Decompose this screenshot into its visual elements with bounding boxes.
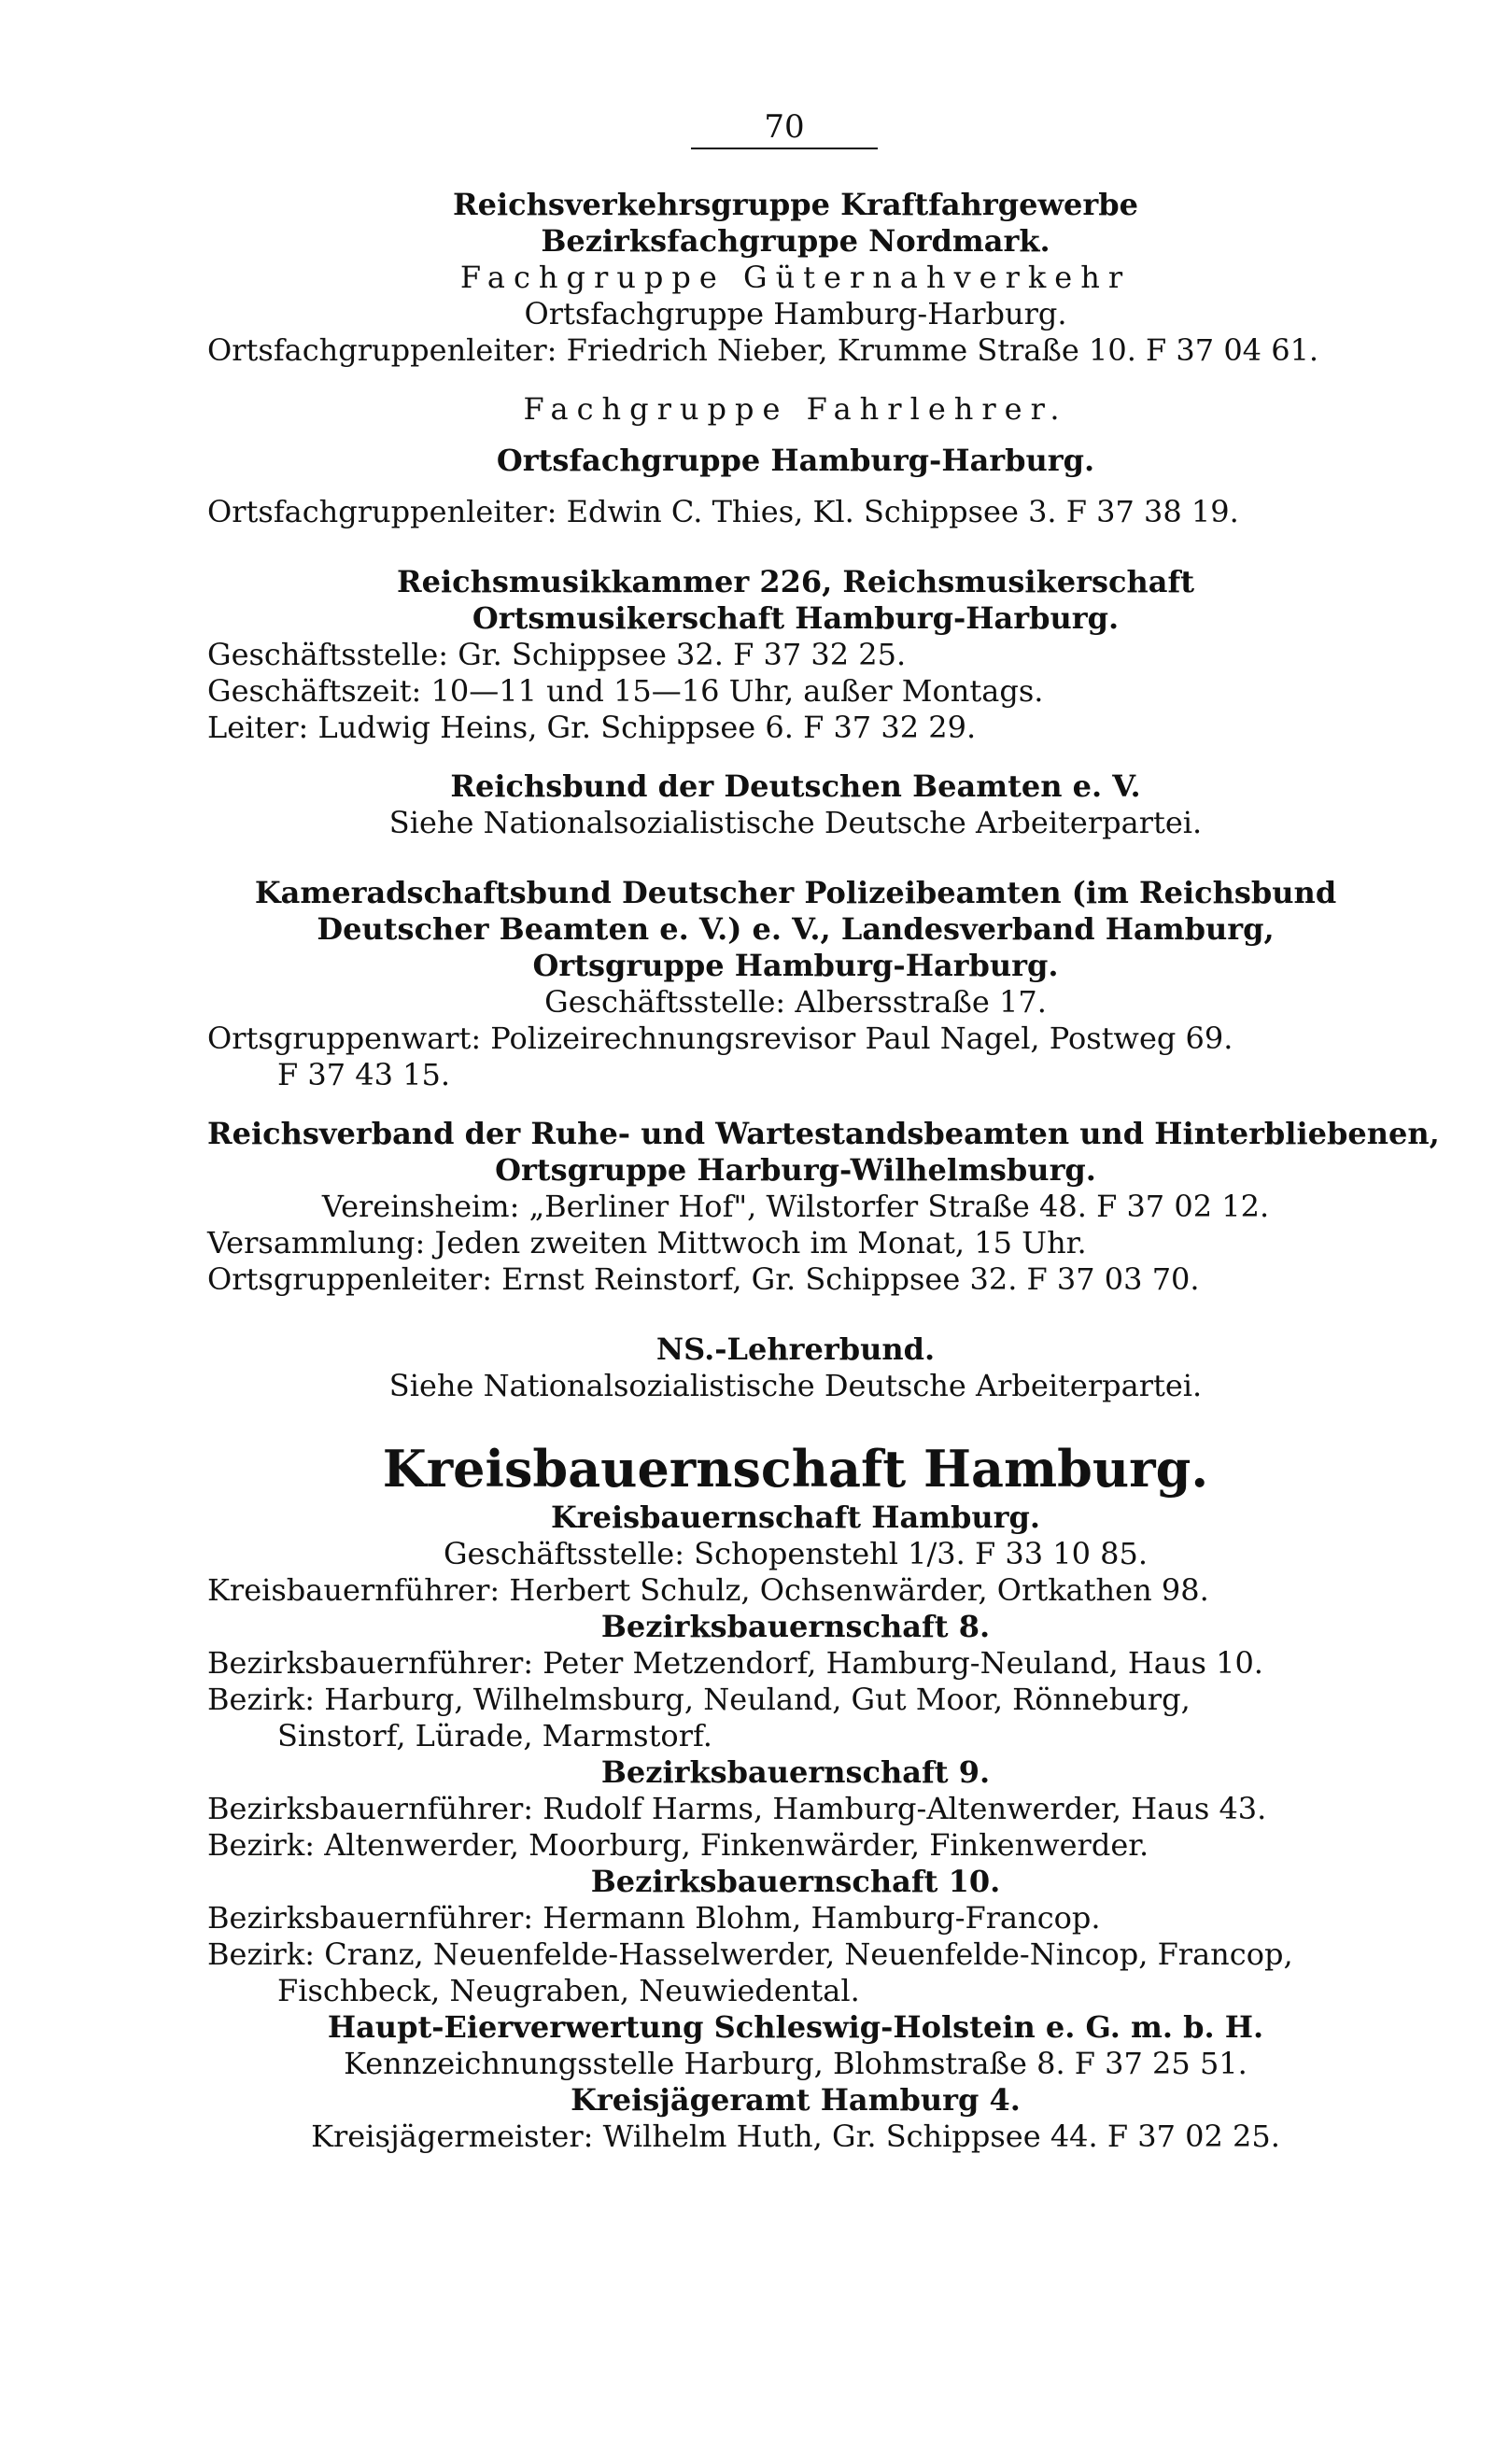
heading: NS.-Lehrerbund. xyxy=(655,1331,936,1367)
section-fahrlehrer xyxy=(207,391,1384,530)
text-line: Kennzeichnungsstelle Harburg, Blohmstraße 8. F 37 25 51. xyxy=(344,2046,1247,2081)
text-line: Versammlung: Jeden zweiten Mittwoch im Monat, 15 Uhr. xyxy=(207,1225,1087,1260)
subheading: Bezirksbauernschaft 10. xyxy=(590,1864,1001,1899)
spaced-heading: Fachgruppe Fahrlehrer. xyxy=(523,391,1068,427)
text-line: Geschäftsstelle: Albersstraße 17. xyxy=(544,984,1047,1020)
subheading: Bezirksbauernschaft 9. xyxy=(600,1754,991,1790)
text-line: Geschäftsstelle: Schopenstehl 1/3. F 33 10 85. xyxy=(443,1536,1149,1571)
text-line: Vereinsheim: „Berliner Hof", Wilstorfer Straße 48. F 37 02 12. xyxy=(321,1189,1270,1224)
spaced-heading: Fachgruppe Güternahverkehr xyxy=(459,260,1132,295)
section-reichsmusikkammer xyxy=(207,564,1384,746)
text-line: Bezirk: Harburg, Wilhelmsburg, Neuland, Gut Moor, Rönneburg, xyxy=(207,1682,1191,1717)
heading: Kameradschaftsbund Deutscher Polizeibeamten (im Reichsbund xyxy=(254,875,1337,910)
text-line: Kreisjägermeister: Wilhelm Huth, Gr. Schippsee 44. F 37 02 25. xyxy=(311,2119,1280,2154)
heading: Reichsverkehrsgruppe Kraftfahrgewerbe xyxy=(453,187,1138,222)
subheading: Kreisjägeramt Hamburg 4. xyxy=(571,2082,1021,2118)
section-reichsverband-ruhestand xyxy=(207,1116,1440,1298)
text-line: Kreisbauernführer: Herbert Schulz, Ochsenwärder, Ortkathen 98. xyxy=(207,1572,1209,1608)
section-kameradschaftsbund xyxy=(207,875,1384,1093)
heading: Reichsverband der Ruhe- und Wartestandsbeamten und Hinterbliebenen, xyxy=(207,1116,1440,1151)
text-line: Ortsfachgruppe Hamburg-Harburg. xyxy=(524,296,1067,331)
section-reichsbund-beamten xyxy=(207,768,1384,841)
text-line: Sinstorf, Lürade, Marmstorf. xyxy=(277,1718,712,1753)
heading: Reichsmusikkammer 226, Reichsmusikerschaft xyxy=(396,564,1194,599)
main-heading: Kreisbauernschaft Hamburg. xyxy=(382,1439,1209,1499)
subheading: Ortsfachgruppe Hamburg-Harburg. xyxy=(496,443,1095,478)
text-line: Bezirksbauernführer: Peter Metzendorf, Hamburg-Neuland, Haus 10. xyxy=(207,1645,1263,1681)
text-line: Leiter: Ludwig Heins, Gr. Schippsee 6. F 37 32 29. xyxy=(207,710,977,745)
section-ns-lehrerbund xyxy=(207,1331,1384,1404)
text-line: Ortsfachgruppenleiter: Friedrich Nieber, Krumme Straße 10. F 37 04 61. xyxy=(207,332,1319,368)
text-line: Fischbeck, Neugraben, Neuwiedental. xyxy=(277,1973,860,2008)
page-content xyxy=(207,187,1440,2155)
text-line: F 37 43 15. xyxy=(277,1057,451,1092)
heading: Deutscher Beamten e. V.) e. V., Landesverband Hamburg, xyxy=(317,911,1275,947)
text-line: Bezirk: Cranz, Neuenfelde-Hasselwerder, Neuenfelde-Nincop, Francop, xyxy=(207,1936,1293,1972)
text-line: Siehe Nationalsozialistische Deutsche Arbeiterpartei. xyxy=(388,805,1203,840)
section-kreisbauernschaft xyxy=(207,1438,1384,2155)
text-line: Bezirksbauernführer: Hermann Blohm, Hamburg-Francop. xyxy=(207,1900,1101,1936)
subheading: Ortsgruppe Harburg-Wilhelmsburg. xyxy=(495,1152,1096,1188)
text-line: Siehe Nationalsozialistische Deutsche Arbeiterpartei. xyxy=(388,1368,1203,1403)
section-reichsverkehrsgruppe xyxy=(207,187,1384,369)
text-line: Bezirk: Altenwerder, Moorburg, Finkenwärder, Finkenwerder. xyxy=(207,1827,1149,1863)
text-line: Geschäftszeit: 10—11 und 15—16 Uhr, außer Montags. xyxy=(207,673,1044,709)
subheading: Kreisbauernschaft Hamburg. xyxy=(550,1500,1041,1535)
text-line: Ortsgruppenwart: Polizeirechnungsrevisor Paul Nagel, Postweg 69. xyxy=(207,1021,1233,1056)
text-line: Ortsfachgruppenleiter: Edwin C. Thies, Kl. Schippsee 3. F 37 38 19. xyxy=(207,494,1239,529)
page-number: 70 xyxy=(691,108,878,149)
subheading: Bezirksfachgruppe Nordmark. xyxy=(541,223,1050,259)
text-line: Bezirksbauernführer: Rudolf Harms, Hamburg-Altenwerder, Haus 43. xyxy=(207,1791,1267,1826)
subheading: Haupt-Eierverwertung Schleswig-Holstein e. G. m. b. H. xyxy=(327,2009,1264,2045)
text-line: Geschäftsstelle: Gr. Schippsee 32. F 37 32 25. xyxy=(207,637,907,672)
subheading: Ortsmusikerschaft Hamburg-Harburg. xyxy=(472,600,1120,636)
subheading: Ortsgruppe Hamburg-Harburg. xyxy=(532,948,1059,983)
subheading: Bezirksbauernschaft 8. xyxy=(600,1609,991,1644)
text-line: Ortsgruppenleiter: Ernst Reinstorf, Gr. Schippsee 32. F 37 03 70. xyxy=(207,1261,1200,1297)
heading: Reichsbund der Deutschen Beamten e. V. xyxy=(450,768,1141,804)
